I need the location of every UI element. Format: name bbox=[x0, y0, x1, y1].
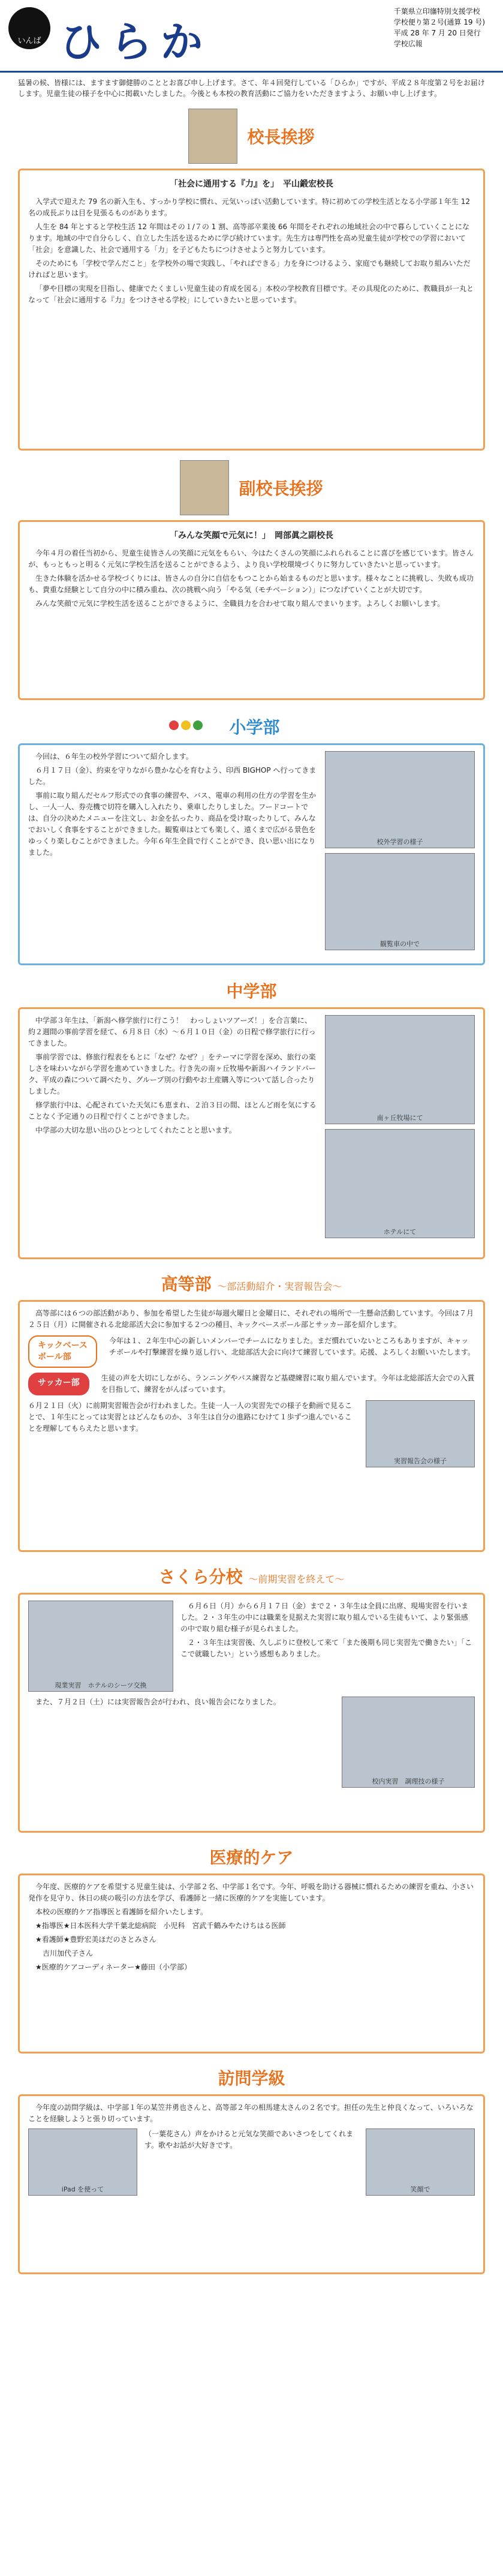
elementary-paragraph: 今回は、６年生の校外学習について紹介します。 bbox=[35, 752, 193, 761]
sakura-paragraph: ２・３年生は実習後、久しぶりに登校して来て「また後期も同じ実習先で働きたい」「ここで就職したい」という感想もありました。 bbox=[180, 1638, 472, 1658]
medical-paragraph: 今年度、医療的ケアを希望する児童生徒は、小学部２名、中学部１名です。今年、呼吸を助ける器械に慣れるための練習を重ね、小さい発作を見守り、休日の痰の吸引の方法を学び、看護師と一緒に医療的ケアを実施しています。 bbox=[28, 1883, 474, 1902]
masthead-header bbox=[0, 0, 503, 73]
high-intro: 高等部には６つの部活動があり、参加を希望した生徒が毎週火曜日と金曜日に、それぞれの場所で一生懸命活動しています。今回は７月２５日（月）に開催される北総部活大会に参加する２つの種目、キックベースボール部とサッカー部を紹介します。 bbox=[28, 1309, 474, 1329]
report-photo bbox=[366, 1400, 475, 1467]
sakura-paragraph: ６月６日（月）から６月１７日（金）まで２・３年生は全員に出席、現場実習を行いました。２・３年生の中には職業を見据えた実習に取り組んでいる生徒もいて、より緊張感の中で取り組む様子が見られました。 bbox=[180, 1602, 469, 1633]
visit-photo bbox=[28, 2128, 137, 2196]
sakura-heading bbox=[0, 1564, 503, 1588]
high-subheading: ～部活動紹介・実習報告会～ bbox=[217, 1281, 342, 1292]
elementary-photos bbox=[325, 751, 475, 950]
visit-columns bbox=[28, 2128, 475, 2196]
elementary-heading-row bbox=[0, 714, 503, 738]
medical-box bbox=[18, 1874, 485, 2053]
principal-heading: 校長挨拶 bbox=[247, 127, 315, 147]
sakura-columns bbox=[28, 1697, 475, 1788]
high-heading bbox=[0, 1271, 503, 1295]
issue-info-line: 千葉県立印旛特別支援学校 bbox=[393, 7, 480, 16]
decorative-dots bbox=[169, 720, 205, 732]
vice-paragraph: 今年４月の着任当初から、児童生徒皆さんの笑顔に元気をもらい、今はたくさんの笑顔にふれられることに喜びを感じています。皆さんが、もっともっと明るく元気に学校生活を送ることができるよう、より良い学校環境づくりに努力していきたいと思っています。 bbox=[28, 549, 474, 569]
dot-icon bbox=[181, 720, 191, 730]
medical-person: 吉川加代子さん bbox=[35, 1949, 94, 1957]
photo-caption: 校外学習の様子 bbox=[377, 838, 423, 846]
report-text: ６月２１日（火）に前期実習報告会が行われました。生徒一人一人の実習先での様子を動画で見ることで、１年生にとっては実習とはどんなものか、３年生は自分の進路にむけて１歩ずつ進んでいることを理解してもらえたと思います。 bbox=[28, 1401, 353, 1433]
middle-photo bbox=[325, 1129, 475, 1238]
middle-paragraph: 修学旅行中は、心配されていた天気にも恵まれ、２泊３日の間、ほとんど雨を気にすることなく予定通りの日程で行くことができました。 bbox=[28, 1101, 317, 1121]
visit-text: （一葉花さん）声をかけると元気な笑顔であいさつをしてくれます。歌やお話が大好きです。 bbox=[144, 2130, 354, 2149]
elementary-columns bbox=[28, 751, 475, 950]
photo-caption: 笑顔で bbox=[410, 2185, 430, 2193]
club-tag-kickbase: キックベース ボール部 bbox=[28, 1335, 97, 1368]
photo-caption: 実習報告会の様子 bbox=[394, 1457, 447, 1465]
photo-caption: iPad を使って bbox=[61, 2185, 104, 2193]
sakura-text bbox=[28, 1697, 335, 1788]
middle-paragraph: 事前学習では、修旅行程表をもとに「なぜ？なぜ？」をテーマに学習を深め、旅行の楽しさを味わいながら学習を進めていきました。行き先の南ヶ丘牧場や新潟ハイランドパーク、平成の森について調べたり、グループ別の行動やお土産購入等について話し合ったりしました。 bbox=[28, 1053, 316, 1095]
school-logo bbox=[8, 7, 50, 49]
logo-text: いんば bbox=[17, 37, 41, 46]
photo-caption: 南ヶ丘牧場にて bbox=[377, 1114, 423, 1122]
issue-info-line: 学校広報 bbox=[393, 40, 423, 48]
middle-photos bbox=[325, 1015, 475, 1238]
elementary-text bbox=[28, 751, 318, 950]
visit-box bbox=[18, 2094, 485, 2274]
medical-heading: 医療的ケア bbox=[209, 1848, 294, 1868]
club-row bbox=[28, 1335, 475, 1368]
middle-paragraph: 中学部の大切な思い出のひとつとしてくれたことと思います。 bbox=[35, 1126, 236, 1134]
sakura-heading-title: さくら分校 bbox=[158, 1567, 243, 1587]
sakura-photo bbox=[28, 1601, 173, 1692]
club-text: 今年は１、２年生中心の新しいメンバーでチームになりました。まだ慣れていないところもありますが、キャッチボールや打撃練習を繰り返し行い、北総部活大会に向けて練習しています。応援、よろしくお願いいたします。 bbox=[109, 1337, 475, 1356]
middle-text bbox=[28, 1015, 318, 1238]
middle-box bbox=[18, 1007, 485, 1259]
vice-quote: 「みんな笑顔で元気に！」 岡部眞之副校長 bbox=[170, 531, 333, 541]
vice-box bbox=[18, 520, 485, 700]
visit-paragraph: 今年度の訪問学級は、中学部１年の某笠井勇也さんと、高等部２年の相馬建太さんの２名です。担任の先生と仲良くなって、いろいろなことを経験しようと張り切っています。 bbox=[28, 2103, 474, 2123]
middle-paragraph: 中学部３年生は、「新潟へ修学旅行に行こう！ わっしょいツアーズ！」を合言葉に、約２週間の事前学習を経て、６月８日（水）～６月１０日（金）の日程で修学旅行に行ってきました。 bbox=[28, 1016, 316, 1047]
elementary-photo bbox=[325, 853, 475, 950]
principal-paragraph: そのためにも「学校で学んだこと」を学校外の場で実践し、「やればできる」力を身につけるよう、家庭でも継続してお取り組みいただければと思います。 bbox=[28, 259, 471, 279]
issue-info bbox=[394, 6, 485, 49]
photo-caption: 現業実習 ホテルのシーツ交換 bbox=[55, 1682, 147, 1689]
issue-info-line: 平成 28 年 7 月 20 日発行 bbox=[393, 29, 481, 37]
principal-portrait bbox=[188, 109, 237, 164]
medical-person: ★指導医★日本医科大学千葉北総病院 小児科 宮武千鶴みやたけちはる医師 bbox=[35, 1922, 286, 1930]
principal-heading-row bbox=[0, 109, 503, 164]
dot-icon bbox=[169, 720, 179, 730]
vice-principal-portrait bbox=[180, 460, 229, 515]
vice-heading-row bbox=[0, 460, 503, 515]
principal-paragraph: 「夢や目標の実現を目指し、健康でたくましい児童生徒の育成を図る」本校の学校教育目標です。その具現化のために、教職員が一丸となって「社会に通用する『力』をつけさせる学校」にしていきたいと思っています。 bbox=[28, 284, 474, 304]
sakura-subheading: ～前期実習を終えて～ bbox=[248, 1574, 345, 1585]
visit-photo bbox=[366, 2128, 475, 2196]
high-heading-title: 高等部 bbox=[161, 1274, 212, 1294]
medical-person: ★看護師★豊野宏美ほだのさとみさん bbox=[35, 1935, 156, 1944]
sakura-text bbox=[180, 1601, 475, 1692]
newsletter-title: ひらか bbox=[60, 17, 211, 67]
vice-paragraph: 生きた体験を活かせる学校づくりには、皆さんの自分に自信をもつことから始まるものだと思います。様々なことに挑戦し、失敗も成功も、貴重な経験として自分の中に積み重ね、次の挑戦へ向う「やる気（モチベーション）」につなげていくことが大切です。 bbox=[28, 574, 474, 594]
issue-info-line: 学校便り第２号(通算 19 号) bbox=[393, 18, 485, 26]
sakura-paragraph: また、７月２日（土）には実習報告会が行われ、良い報告会になりました。 bbox=[35, 1698, 281, 1706]
visit-heading: 訪問学級 bbox=[218, 2068, 285, 2088]
middle-photo bbox=[325, 1015, 475, 1124]
middle-heading: 中学部 bbox=[226, 981, 277, 1001]
photo-caption: ホテルにて bbox=[383, 1228, 417, 1236]
photo-caption: 校内実習 調理技の様子 bbox=[372, 1778, 445, 1785]
sakura-columns bbox=[28, 1601, 475, 1692]
elementary-photo bbox=[325, 751, 475, 848]
medical-paragraph: 本校の医療的ケア指導医と看護師を紹介いたします。 bbox=[35, 1908, 208, 1916]
vice-heading: 副校長挨拶 bbox=[239, 479, 323, 499]
elementary-paragraph: 事前に取り組んだセルフ形式での食事の練習や、バス、電車の利用の仕方の学習を生かし、一人一人、券売機で切符を購入し入れたり、乗車したりしました。フードコートでは、自分の決めたメニューを注文し、お金を払ったり、商品を受け取ったりして、みんなでおいしく食事をすることができました。観覧車はとても楽しく、遠くまで広がる景色をゆっくり楽しむことができました。今年６年生全員で行くことができ、良い思い出になりました。 bbox=[28, 791, 317, 857]
principal-quote: 「社会に通用する『力』を」 平山鍛宏校長 bbox=[170, 179, 333, 189]
elementary-heading: 小学部 bbox=[229, 717, 280, 737]
elementary-box bbox=[18, 743, 485, 965]
high-box bbox=[18, 1300, 485, 1552]
club-text: 生徒の声を大切にしながら、ランニングやパス練習など基礎練習に取り組んでいます。今年は北総部活大会での入賞を目指して、練習をがんばっています。 bbox=[101, 1374, 475, 1394]
principal-paragraph: 人生を 84 年とすると学校生活 12 年間はその１/７の 1 割、高等部卒業後 66 年間をそれぞれの地域社会の中で暮らしていくことになります。地域の中で自分らしく、自立した生活を送るために学び続けています。先生方は専門性を高め児童生徒が学校での学習において「社会」を意識した、社会で通用する「力」を子どもたちにつけさせようと努力しています。 bbox=[28, 223, 470, 254]
sakura-box bbox=[18, 1593, 485, 1833]
elementary-paragraph: ６月１７日（金）、約束を守りながら豊かな心を育むよう、印西 BIGHOP へ行ってきました。 bbox=[28, 766, 317, 786]
principal-paragraph: 入学式で迎えた 79 名の新入生も、すっかり学校に慣れ、元気いっぱい活動しています。特に初めての学校生活となる小学部１年生 12 名の成長ぶりは目を見張るものがあります。 bbox=[28, 197, 471, 217]
medical-person: ★医療的ケアコーディネーター★藤田（小学部） bbox=[35, 1963, 191, 1971]
photo-caption: 観覧車の中で bbox=[380, 940, 420, 948]
club-row bbox=[28, 1373, 475, 1395]
club-tag-soccer: サッカー部 bbox=[28, 1373, 89, 1395]
report-row bbox=[28, 1400, 475, 1467]
vice-paragraph: みんな笑顔で元気に学校生活を送ることができるように、全職員力を合わせて取り組んでまいります。よろしくお願いします。 bbox=[35, 599, 445, 608]
intro-text: 猛暑の候、皆様には、ますます御健勝のこととお喜び申し上げます。さて、年４回発行している「ひらか」ですが、平成２８年度第２号をお届けします。児童生徒の様子を中心に掲載いたしました。今後とも本校の教育活動にご協力をいただきますよう、お願い申し上げます。 bbox=[18, 79, 485, 98]
sakura-photo bbox=[342, 1697, 475, 1788]
principal-box bbox=[18, 169, 485, 451]
dot-icon bbox=[193, 720, 203, 730]
middle-columns bbox=[28, 1015, 475, 1238]
